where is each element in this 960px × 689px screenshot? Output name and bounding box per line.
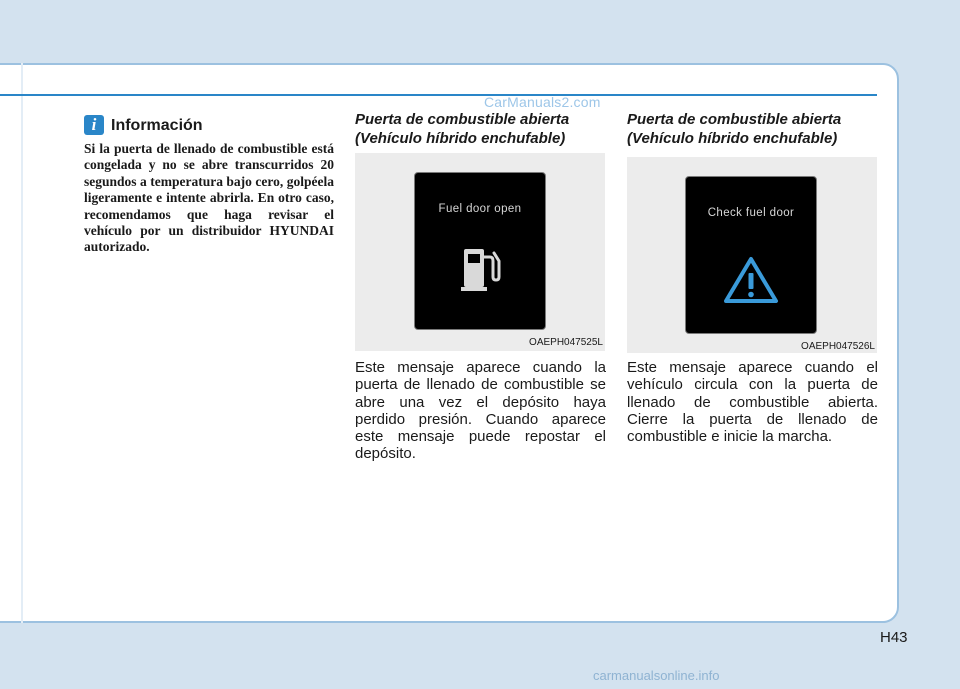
info-icon: i: [84, 115, 104, 135]
section1-title: [355, 110, 615, 148]
section1-body: Este mensaje aparece cuando la puerta de llenado de combustible se abre una vez el depósito haya perdido presión. Cuando aparece este mensaje puede repostar el depósito.: [355, 359, 606, 463]
section2-body: Este mensaje aparece cuando el vehículo circula con la puerta de llenado de combustible abierta. Cierre la puerta de llenado de combustible e inicie la marcha.: [627, 359, 878, 446]
section1-screen-message: Fuel door open: [438, 203, 522, 215]
section1-title-line2: (Vehículo híbrido enchufable): [355, 130, 566, 147]
page-number: H43: [880, 629, 908, 646]
info-body: Si la puerta de llenado de combustible está congelada y no se abre transcurridos 20 segundos a temperatura bajo cero, golpéela ligeramente e intente abrirla. En otro caso, recomendamos que haga revisar el vehículo por un distribuidor HYUNDAI autorizado.: [84, 141, 334, 255]
section2-title-line1: Puerta de combustible abierta: [627, 111, 842, 128]
watermark-bottom: carmanualsonline.info: [593, 668, 720, 683]
section1-figure-code: OAEPH047525L: [529, 337, 603, 348]
warning-triangle-icon: [722, 255, 780, 305]
header-rule: [0, 94, 877, 96]
section1-display-screen: [414, 172, 546, 330]
fuel-pump-icon: [459, 245, 505, 295]
watermark-top: CarManuals2.com: [484, 94, 601, 110]
section2-title: [627, 110, 887, 148]
info-title: Información: [111, 117, 203, 134]
section1-figure: [355, 153, 605, 351]
page-margin-line: [21, 63, 23, 623]
section2-figure: [627, 157, 877, 353]
section2-title-line2: (Vehículo híbrido enchufable): [627, 130, 838, 147]
section2-figure-code: OAEPH047526L: [801, 341, 875, 352]
section2-display-screen: [685, 176, 817, 334]
section1-title-line1: Puerta de combustible abierta: [355, 111, 570, 128]
section2-screen-message: Check fuel door: [707, 207, 795, 219]
